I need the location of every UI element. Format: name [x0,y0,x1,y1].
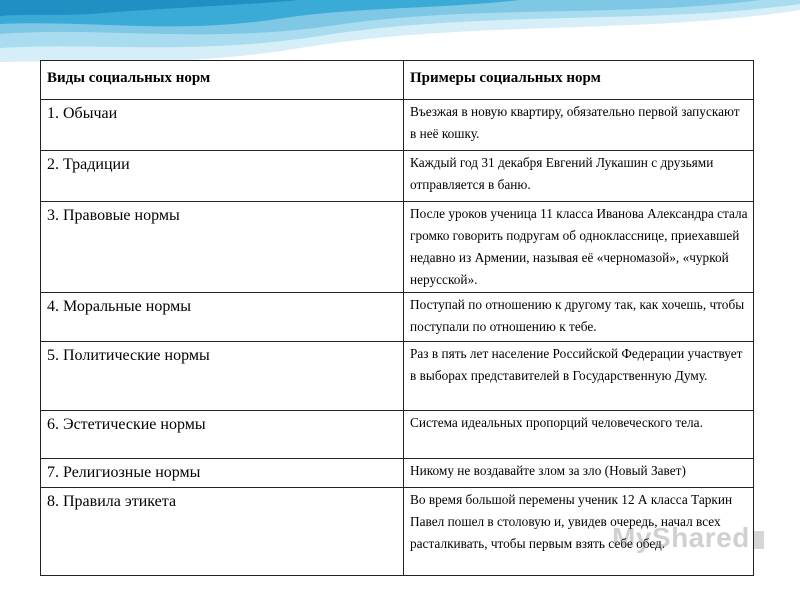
table-row [41,100,754,151]
norm-example: Въезжая в новую квартиру, обязательно первой запускают в неё кошку. [404,100,754,151]
norm-example: Во время большой перемены ученик 12 А класса Таркин Павел пошел в столовую и, увидев очередь, начал всех расталкивать, чтобы первым взять себе обед. [404,488,754,576]
norm-example: Никому не воздавайте злом за зло (Новый Завет) [404,459,754,488]
table-row [41,151,754,202]
social-norms-table [40,60,754,576]
norm-example: Система идеальных пропорций человеческого тела. [404,411,754,459]
table-row [41,293,754,342]
table-header-row [41,61,754,100]
norm-kind: 6. Эстетические нормы [41,411,404,459]
norm-example: После уроков ученица 11 класса Иванова Александра стала громко говорить подругам об однокласснице, приехавшей недавно из Армении, называя её «черномазой», «чуркой нерусской». [404,202,754,293]
norm-kind: 3. Правовые нормы [41,202,404,293]
norm-example: Каждый год 31 декабря Евгений Лукашин с друзьями отправляется в баню. [404,151,754,202]
table-row [41,459,754,488]
table-row [41,202,754,293]
norm-kind: 2. Традиции [41,151,404,202]
norm-example: Поступай по отношению к другому так, как хочешь, чтобы поступали по отношению к тебе. [404,293,754,342]
norm-example: Раз в пять лет население Российской Федерации участвует в выборах представителей в Государственную Думу. [404,342,754,411]
norm-kind: 5. Политические нормы [41,342,404,411]
table-row [41,342,754,411]
watermark-text: MyShared [612,522,750,553]
norm-kind: 1. Обычаи [41,100,404,151]
watermark-logo [612,522,764,554]
watermark-mark [754,531,764,549]
norm-kind: 7. Религиозные нормы [41,459,404,488]
norm-kind: 8. Правила этикета [41,488,404,576]
header-kinds: Виды социальных норм [41,61,404,100]
header-examples: Примеры социальных норм [404,61,754,100]
table-row [41,411,754,459]
norm-kind: 4. Моральные нормы [41,293,404,342]
social-norms-table-container [40,60,753,576]
